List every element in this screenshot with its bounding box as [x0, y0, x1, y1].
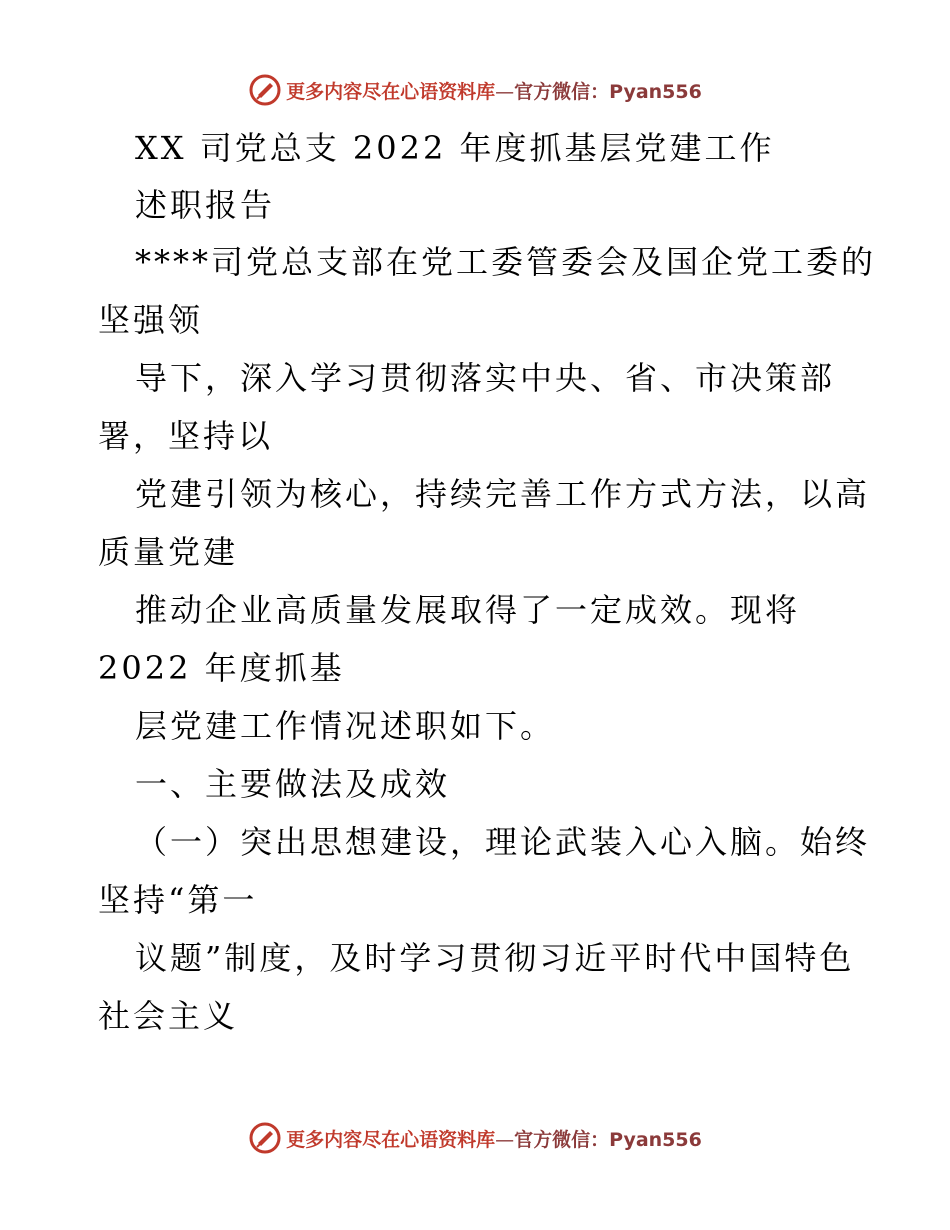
- paragraph-line: 党建引领为核心，持续完善工作方式方法，以高: [135, 475, 871, 513]
- doc-title-line-2: 述职报告: [135, 186, 276, 224]
- paragraph-line: 坚持“第一: [98, 881, 258, 919]
- paragraph-line: 社会主义: [98, 997, 239, 1035]
- watermark-text: 更多内容尽在心语资料库—官方微信：Pyan556: [286, 1128, 702, 1151]
- paragraph-line: 推动企业高质量发展取得了一定成效。现将: [135, 591, 801, 629]
- watermark-banner-bottom: [0, 1118, 950, 1158]
- paragraph-line: 2022 年度抓基: [98, 649, 345, 687]
- paragraph-line: 坚强领: [98, 301, 204, 339]
- pen-seal-icon: [248, 73, 282, 107]
- paragraph-line: 署，坚持以: [98, 417, 274, 455]
- paragraph-line: ****司党总支部在党工委管委会及国企党工委的: [135, 243, 877, 281]
- watermark-banner-top: [0, 70, 950, 110]
- subsection-heading-line: （一）突出思想建设，理论武装入心入脑。始终: [135, 823, 871, 861]
- paragraph-line: 议题”制度，及时学习贯彻习近平时代中国特色: [135, 939, 855, 977]
- doc-title-line-1: XX 司党总支 2022 年度抓基层党建工作: [135, 129, 775, 167]
- paragraph-line: 层党建工作情况述职如下。: [135, 707, 556, 745]
- paragraph-line: 质量党建: [98, 533, 239, 571]
- watermark-text: 更多内容尽在心语资料库—官方微信：Pyan556: [286, 80, 702, 103]
- section-heading: 一、主要做法及成效: [135, 765, 451, 803]
- pen-seal-icon: [248, 1121, 282, 1155]
- paragraph-line: 导下，深入学习贯彻落实中央、省、市决策部: [135, 359, 836, 397]
